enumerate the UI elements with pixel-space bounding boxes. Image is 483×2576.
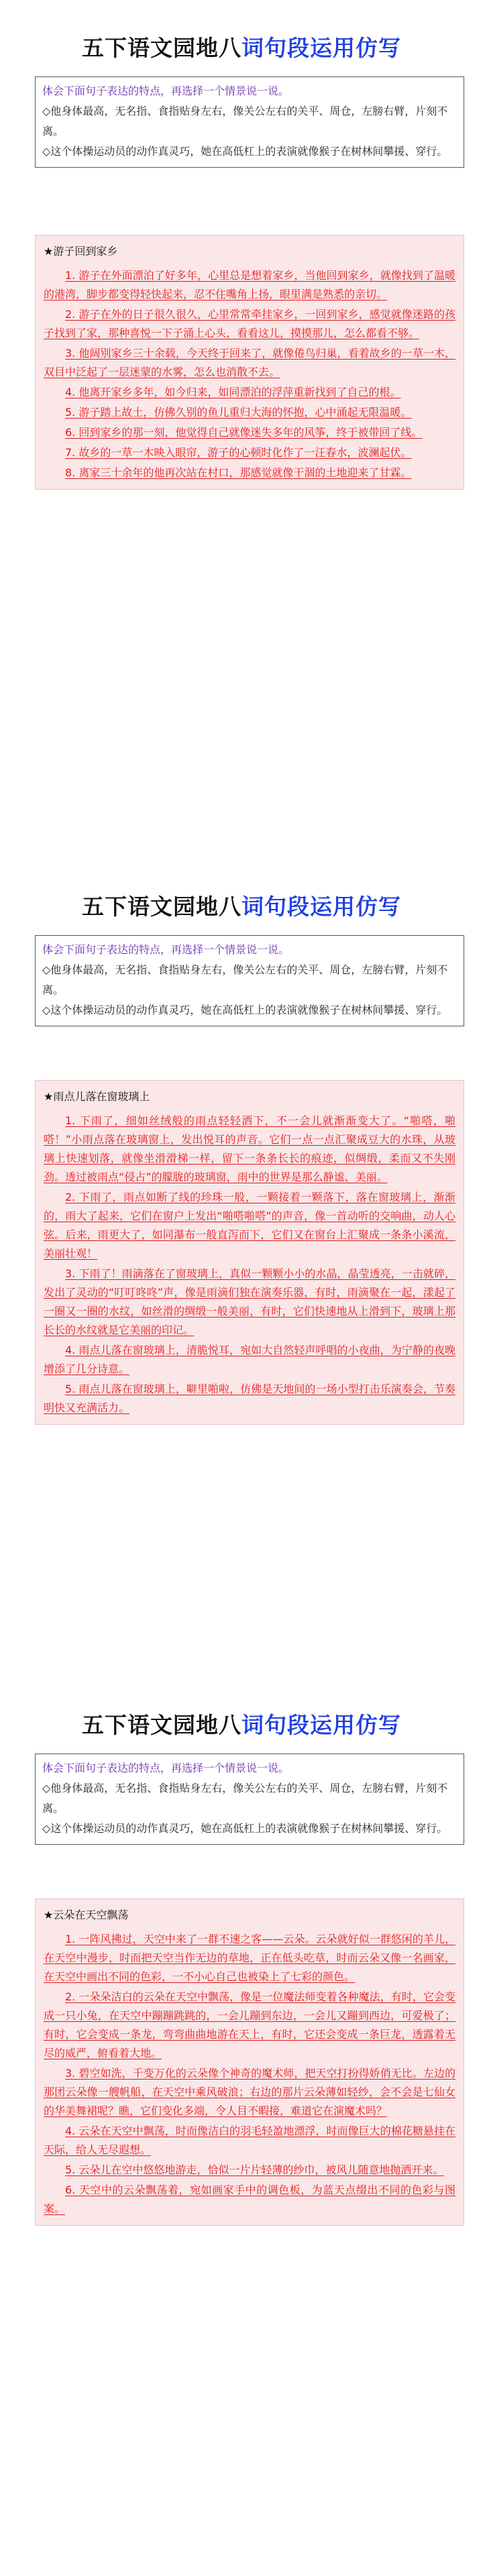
essay-paragraph: 2. 下雨了，雨点如断了线的珍珠一般，一颗接着一颗落下，落在窗玻璃上，渐渐的，雨大了起来，它们在窗户上发出“啪嗒啪嗒”的声音，像一首动听的交响曲，动人心弦。后来，雨更大了，如同瀑布一般直泻而下，它们又在窗台上汇聚成一条条小溪流，美丽壮观！ xyxy=(44,1191,455,1260)
title-highlight: 词句段运用仿写 xyxy=(241,35,401,61)
essay-box xyxy=(35,1898,464,2226)
prompt-example: ◇他身体最高，无名指、食指贴身左右，像关公左右的关平、周仓，左膀右臂，片刻不离。 xyxy=(42,963,448,996)
prompt-example: ◇他身体最高，无名指、食指贴身左右，像关公左右的关平、周仓，左膀右臂，片刻不离。 xyxy=(42,1782,448,1815)
essay-paragraph: 6. 天空中的云朵飘荡着，宛如画家手中的调色板，为蓝天点缀出不同的色彩与图案。 xyxy=(44,2184,455,2215)
essay-paragraph: 3. 下雨了！雨滴落在了窗玻璃上，真似一颗颗小小的水晶，晶莹透亮，一击就碎，发出了灵动的“叮叮咚咚”声，像是雨滴们独在演奏乐器，有时，雨滴聚在一起，漾起了一圈又一圈的水纹，如丝滑的绸缎一般美丽，有时，它们快速地从上滑到下，玻璃上那长长的水纹就是它美丽的印记。 xyxy=(44,1267,455,1336)
essay-paragraph: 4. 他离开家乡多年，如今归来，如同漂泊的浮萍重新找到了自己的根。 xyxy=(65,386,401,398)
prompt-instruction: 体会下面句子表达的特点，再选择一个情景说一说。 xyxy=(42,943,290,956)
essay-paragraph: 5. 云朵儿在空中悠悠地游走，恰似一片片轻薄的纱巾，被风儿随意地抛洒开来。 xyxy=(65,2163,444,2176)
essay-paragraph: 4. 云朵在天空中飘荡，时而像洁白的羽毛轻盈地漂浮，时而像巨大的棉花糖悬挂在天际，给人无尽遐想。 xyxy=(44,2125,455,2156)
essay-paragraph: 7. 故乡的一草一木映入眼帘，游子的心顿时化作了一汪春水，波澜起伏。 xyxy=(65,446,412,459)
prompt-example: ◇这个体操运动员的动作真灵巧，她在高低杠上的表演就像猴子在树林间攀援、穿行。 xyxy=(42,1004,448,1016)
prompt-box xyxy=(35,935,464,1026)
essay-paragraph: 4. 雨点儿落在窗玻璃上，清脆悦耳，宛如大自然轻声呼唱的小夜曲，为宁静的夜晚增添了几分诗意。 xyxy=(44,1344,455,1375)
theme-heading: ★雨点儿落在窗玻璃上 xyxy=(44,1090,150,1103)
prompt-example: ◇这个体操运动员的动作真灵巧，她在高低杠上的表演就像猴子在树林间攀援、穿行。 xyxy=(42,1822,448,1835)
essay-paragraph: 6. 回到家乡的那一刻，他觉得自己就像迷失多年的风筝，终于被带回了线。 xyxy=(65,426,423,439)
prompt-box xyxy=(35,76,464,168)
title-highlight: 词句段运用仿写 xyxy=(241,1712,401,1738)
title-highlight: 词句段运用仿写 xyxy=(241,894,401,920)
theme-heading: ★游子回到家乡 xyxy=(44,245,118,258)
essay-paragraph: 8. 离家三十余年的他再次站在村口，那感觉就像干涸的土地迎来了甘霖。 xyxy=(65,466,412,479)
prompt-box xyxy=(35,1754,464,1845)
essay-paragraph: 1. 一阵风拂过，天空中来了一群不速之客——云朵。云朵就好似一群悠闲的羊儿，在天空中漫步，时而把天空当作无边的草地，正在低头吃草，时而云朵又像一名画家，在天空中画出不同的色彩，一不小心自己也被染上了七彩的颜色。 xyxy=(44,1933,455,1983)
essay-paragraph: 5. 游子踏上故土，仿佛久别的鱼儿重归大海的怀抱，心中涌起无限温暖。 xyxy=(65,406,412,419)
essay-box xyxy=(35,235,464,490)
essay-paragraph: 5. 雨点儿落在窗玻璃上，噼里啪啦，仿佛是天地间的一场小型打击乐演奏会，节奏明快又充满活力。 xyxy=(44,1383,455,1414)
essay-paragraph: 1. 游子在外面漂泊了好多年，心里总是想着家乡，当他回到家乡，就像找到了温暖的港湾，脚步都变得轻快起来，忍不住嘴角上扬，眼里满是熟悉的亲切。 xyxy=(44,269,455,301)
title-main: 五下语文园地八 xyxy=(82,894,241,920)
essay-paragraph: 3. 碧空如洗，千变万化的云朵像个神奇的魔术师，把天空打扮得娇俏无比。左边的那团云朵像一艘帆船，在天空中乘风破浪；右边的那片云朵薄如轻纱，会不会是七仙女的华美舞裙呢？瞧，它们变化多端，令人目不暇接，难道它在演魔术吗？ xyxy=(44,2067,455,2117)
page-title xyxy=(0,27,483,70)
prompt-instruction: 体会下面句子表达的特点，再选择一个情景说一说。 xyxy=(42,85,290,97)
prompt-instruction: 体会下面句子表达的特点，再选择一个情景说一说。 xyxy=(42,1762,290,1774)
prompt-example: ◇他身体最高，无名指、食指贴身左右，像关公左右的关平、周仓，左膀右臂，片刻不离。 xyxy=(42,105,448,138)
essay-paragraph: 2. 游子在外的日子很久很久，心里常常牵挂家乡，一回到家乡，感觉就像迷路的孩子找到了家，那种喜悦一下子涌上心头，看看这儿，摸摸那儿，怎么都看不够。 xyxy=(44,308,455,339)
page-title xyxy=(0,885,483,928)
title-main: 五下语文园地八 xyxy=(82,35,241,61)
essay-paragraph: 3. 他阔别家乡三十余载，今天终于回来了，就像倦鸟归巢，看着故乡的一草一木，双目中泛起了一层迷蒙的水雾，怎么也消散不去。 xyxy=(44,347,455,378)
essay-paragraph: 2. 一朵朵洁白的云朵在天空中飘荡，像是一位魔法师变着各种魔法，有时，它会变成一只小兔，在天空中蹦蹦跳跳的，一会儿蹦到东边，一会儿又蹦到西边，可爱极了；有时，它会变成一条龙，弯弯曲曲地游在天上，有时，它还会变成一条巨龙，透露着无尽的威严，俯看着大地。 xyxy=(44,1990,455,2059)
theme-heading: ★云朵在天空飘荡 xyxy=(44,1909,129,1921)
title-main: 五下语文园地八 xyxy=(82,1712,241,1738)
prompt-example: ◇这个体操运动员的动作真灵巧，她在高低杠上的表演就像猴子在树林间攀援、穿行。 xyxy=(42,145,448,158)
essay-box xyxy=(35,1080,464,1425)
essay-paragraph: 1. 下雨了，细如丝绒般的雨点轻轻洒下，不一会儿就渐渐变大了。“啪嗒，啪嗒！”小雨点落在玻璃窗上，发出悦耳的声音。它们一点一点汇聚成豆大的水珠，从玻璃上快速划落，就像坐滑滑梯一样，留下一条条长长的痕迹，似绸缎，柔而又不失刚劲。透过被雨点“侵占”的朦胧的玻璃窗，雨中的世界是那么静谧、美丽。 xyxy=(44,1114,455,1183)
page-title xyxy=(0,1704,483,1747)
